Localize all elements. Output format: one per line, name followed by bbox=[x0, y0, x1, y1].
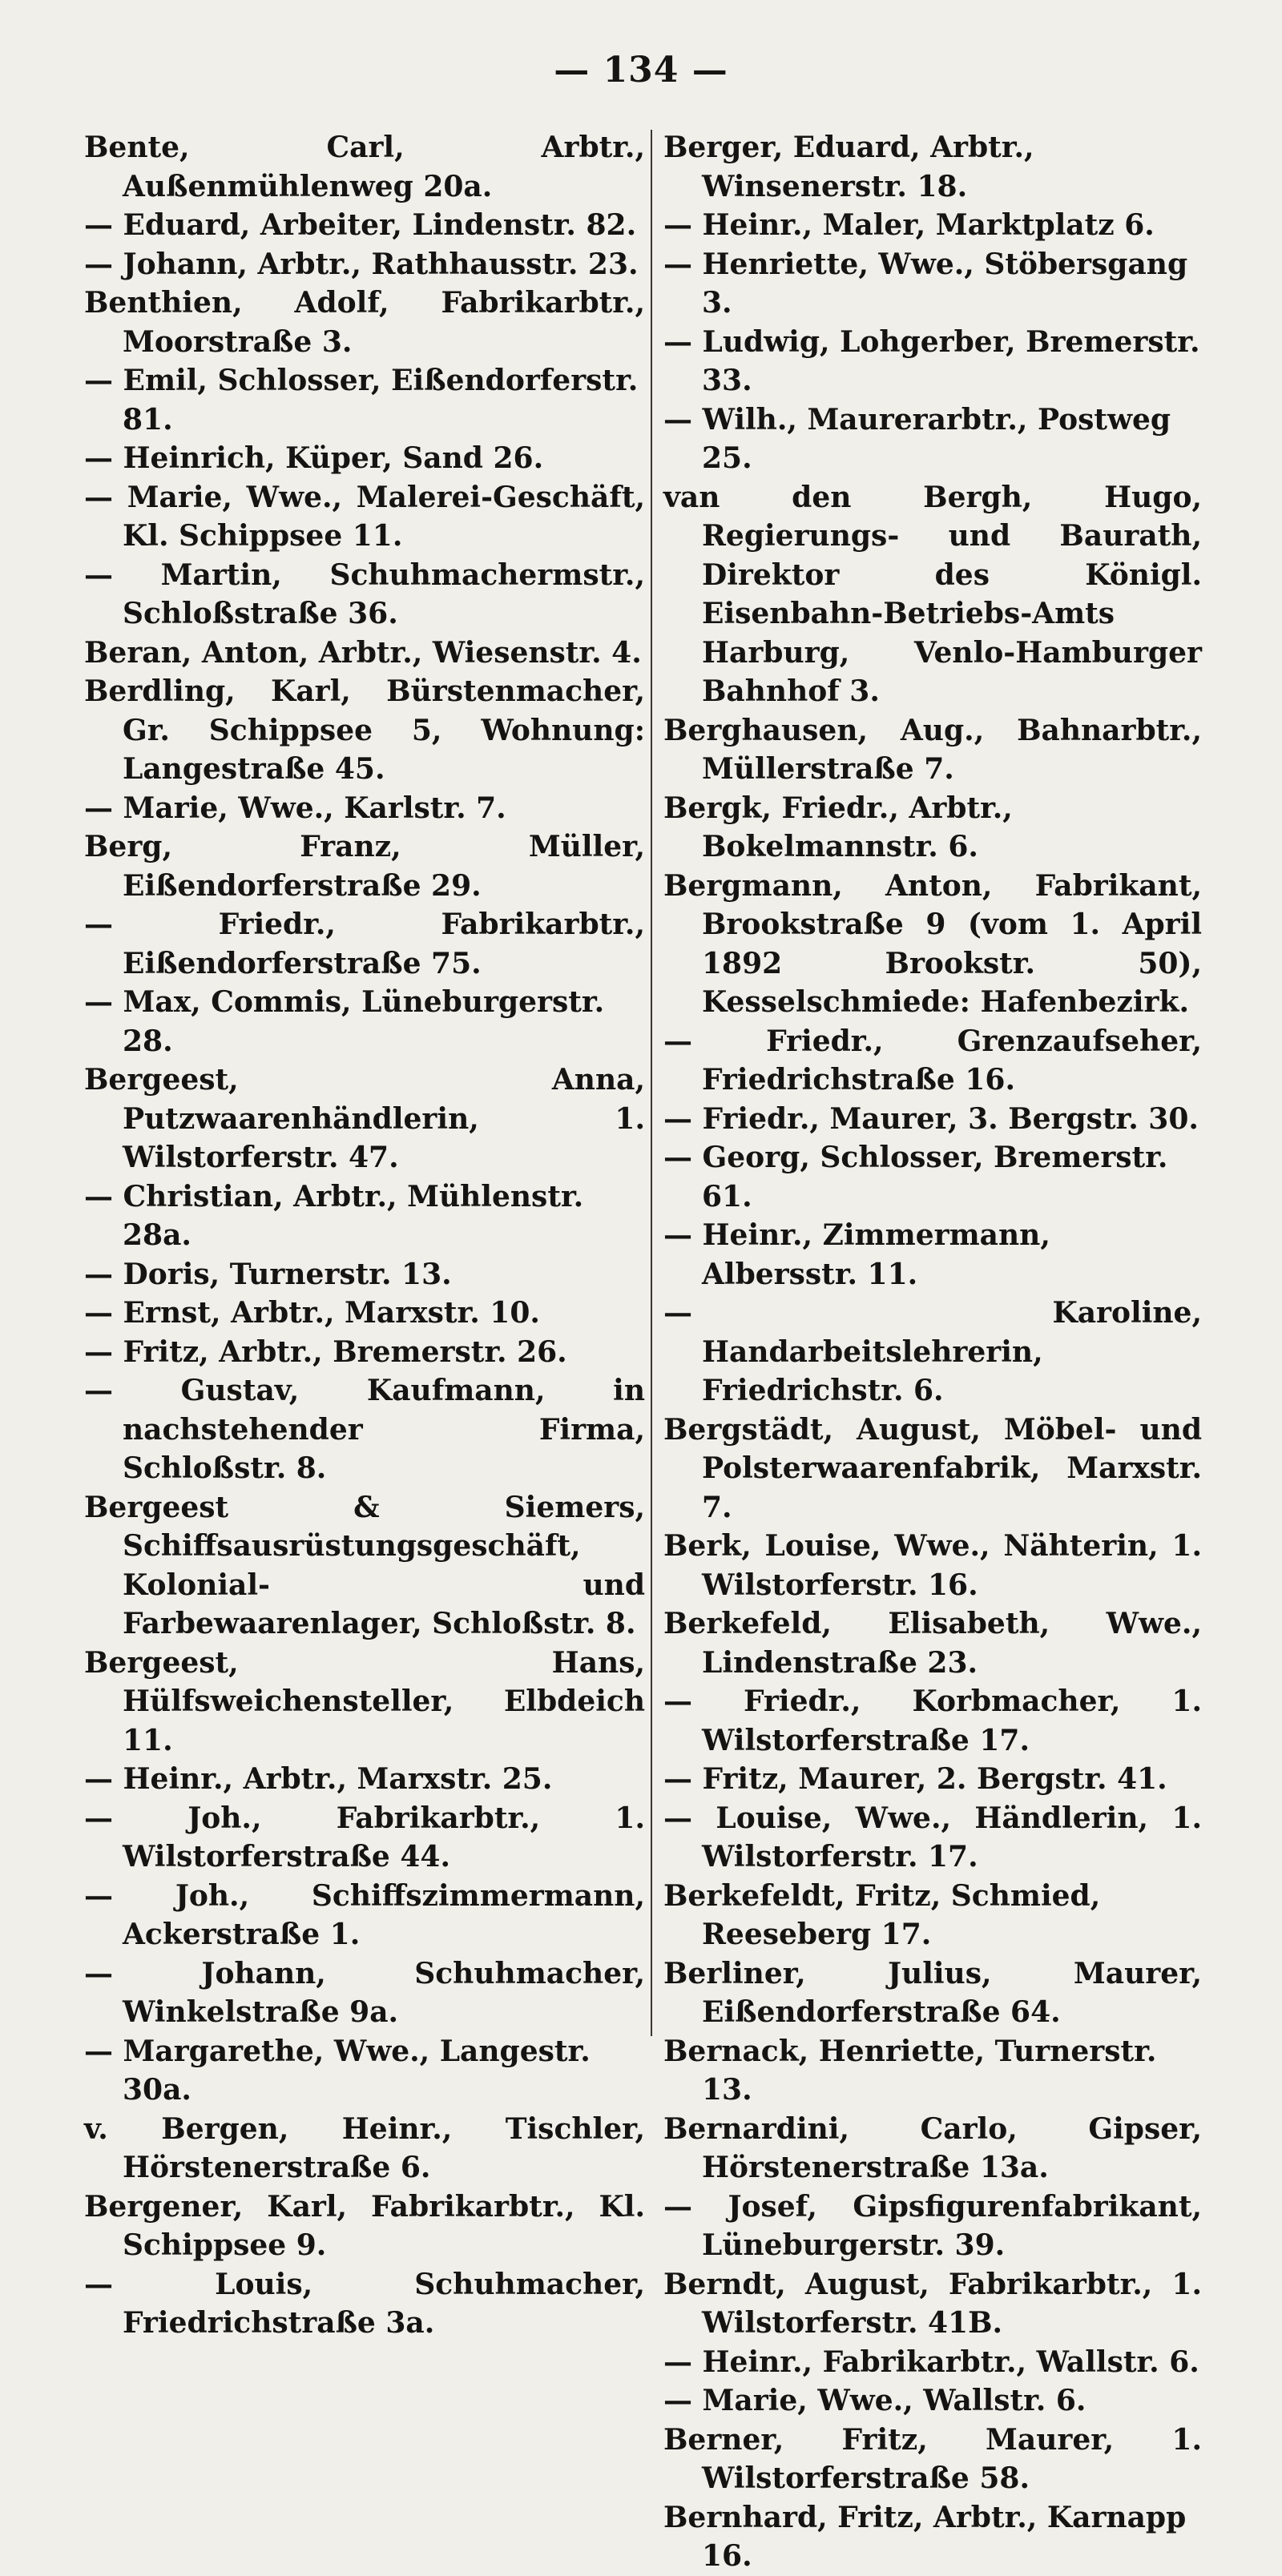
directory-entry: — Heinr., Fabrikarbtr., Wallstr. 6. bbox=[663, 2345, 1199, 2379]
directory-entry: — Wilh., Maurerarbtr., Postweg 25. bbox=[663, 402, 1171, 475]
directory-entry: — Marie, Wwe., Karlstr. 7. bbox=[84, 791, 506, 825]
directory-entry: Bergeest & Siemers, Schiffsausrüstungsgeschäft, Kolonial- und Farbewaarenlager, Schloßstr. 8. bbox=[84, 1490, 645, 1640]
directory-entry: Bernardini, Carlo, Gipser, Hörstenerstraße 13a. bbox=[663, 2111, 1202, 2184]
directory-entry: — Joh., Fabrikarbtr., 1. Wilstorferstraße 44. bbox=[84, 1801, 645, 1874]
directory-entry: — Margarethe, Wwe., Langestr. 30a. bbox=[84, 2034, 591, 2107]
directory-entry: — Heinrich, Küper, Sand 26. bbox=[84, 441, 544, 475]
directory-entry: — Heinr., Maler, Marktplatz 6. bbox=[663, 208, 1155, 242]
directory-entry: — Louise, Wwe., Händlerin, 1. Wilstorferstr. 17. bbox=[663, 1801, 1202, 1874]
directory-entry: Berdling, Karl, Bürstenmacher, Gr. Schippsee 5, Wohnung: Langestraße 45. bbox=[84, 674, 645, 786]
directory-entry: — Heinr., Zimmermann, Albersstr. 11. bbox=[663, 1218, 1050, 1291]
directory-entry: Berk, Louise, Wwe., Nähterin, 1. Wilstorferstr. 16. bbox=[663, 1529, 1202, 1602]
directory-entry: — Ernst, Arbtr., Marxstr. 10. bbox=[84, 1296, 540, 1330]
directory-column-left bbox=[84, 128, 645, 2340]
directory-entry: Berliner, Julius, Maurer, Eißendorferstraße 64. bbox=[663, 1956, 1202, 2029]
directory-entry: — Fritz, Arbtr., Bremerstr. 26. bbox=[84, 1334, 567, 1369]
directory-entry: Bergeest, Hans, Hülfsweichensteller, Elbdeich 11. bbox=[84, 1645, 645, 1757]
directory-entry: Berndt, August, Fabrikarbtr., 1. Wilstorferstr. 41B. bbox=[663, 2267, 1202, 2340]
directory-entry: Bergk, Friedr., Arbtr., Bokelmannstr. 6. bbox=[663, 791, 1013, 863]
directory-entry: — Josef, Gipsfigurenfabrikant, Lüneburgerstr. 39. bbox=[663, 2189, 1202, 2262]
directory-entry: Bergener, Karl, Fabrikarbtr., Kl. Schippsee 9. bbox=[84, 2189, 645, 2262]
directory-entry: v. Bergen, Heinr., Tischler, Hörstenerstraße 6. bbox=[84, 2111, 645, 2184]
directory-entry: — Heinr., Arbtr., Marxstr. 25. bbox=[84, 1762, 553, 1796]
directory-entry: — Friedr., Korbmacher, 1. Wilstorferstraße 17. bbox=[663, 1684, 1202, 1757]
directory-entry: Berkefeldt, Fritz, Schmied, Reeseberg 17. bbox=[663, 1878, 1101, 1951]
directory-column-right bbox=[663, 128, 1202, 2573]
directory-entry: — Louis, Schuhmacher, Friedrichstraße 3a. bbox=[84, 2267, 645, 2340]
directory-entry: Berg, Franz, Müller, Eißendorferstraße 29. bbox=[84, 830, 645, 903]
directory-entry: Benthien, Adolf, Fabrikarbtr., Moorstraße 3. bbox=[84, 286, 645, 359]
directory-entry: van den Bergh, Hugo, Regierungs- und Baurath, Direktor des Königl. Eisenbahn-Betriebs-Amts Harburg, Venlo-Hamburger Bahnhof 3. bbox=[663, 480, 1202, 708]
directory-entry: — Emil, Schlosser, Eißendorferstr. 81. bbox=[84, 364, 639, 437]
directory-entry: — Max, Commis, Lüneburgerstr. 28. bbox=[84, 985, 605, 1058]
directory-entry: — Marie, Wwe., Malerei-Geschäft, Kl. Schippsee 11. bbox=[84, 480, 645, 553]
directory-entry: Bergstädt, August, Möbel- und Polsterwaarenfabrik, Marxstr. 7. bbox=[663, 1412, 1202, 1524]
directory-entry: — Gustav, Kaufmann, in nachstehender Firma, Schloßstr. 8. bbox=[84, 1374, 645, 1485]
directory-entry: — Henriette, Wwe., Stöbersgang 3. bbox=[663, 247, 1188, 320]
directory-entry: Berkefeld, Elisabeth, Wwe., Lindenstraße 23. bbox=[663, 1607, 1202, 1680]
directory-entry: Bergeest, Anna, Putzwaarenhändlerin, 1. Wilstorferstr. 47. bbox=[84, 1063, 645, 1174]
directory-entry: Berger, Eduard, Arbtr., Winsenerstr. 18. bbox=[663, 131, 1034, 203]
directory-entry: — Martin, Schuhmachermstr., Schloßstraße 36. bbox=[84, 557, 645, 630]
directory-entry: — Ludwig, Lohgerber, Bremerstr. 33. bbox=[663, 324, 1200, 397]
directory-entry: — Eduard, Arbeiter, Lindenstr. 82. bbox=[84, 208, 637, 242]
directory-entry: Bernhard, Fritz, Arbtr., Karnapp 16. bbox=[663, 2500, 1187, 2573]
directory-entry: Bente, Carl, Arbtr., Außenmühlenweg 20a. bbox=[84, 131, 645, 203]
directory-entry: — Christian, Arbtr., Mühlenstr. 28a. bbox=[84, 1179, 584, 1252]
directory-entry: Berner, Fritz, Maurer, 1. Wilstorferstraße 58. bbox=[663, 2422, 1202, 2495]
directory-entry: Bernack, Henriette, Turnerstr. 13. bbox=[663, 2034, 1157, 2107]
directory-entry: — Friedr., Fabrikarbtr., Eißendorferstraße 75. bbox=[84, 908, 645, 980]
directory-entry: — Johann, Arbtr., Rathhausstr. 23. bbox=[84, 247, 639, 281]
directory-entry: — Karoline, Handarbeitslehrerin, Friedrichstr. 6. bbox=[663, 1296, 1202, 1407]
page-number: — 134 — bbox=[554, 50, 728, 91]
column-divider bbox=[651, 130, 652, 2036]
directory-entry: — Fritz, Maurer, 2. Bergstr. 41. bbox=[663, 1762, 1167, 1796]
directory-entry: — Johann, Schuhmacher, Winkelstraße 9a. bbox=[84, 1956, 645, 2029]
directory-entry: Bergmann, Anton, Fabrikant, Brookstraße 9 (vom 1. April 1892 Brookstr. 50), Kesselschmiede: Hafenbezirk. bbox=[663, 868, 1202, 1019]
directory-entry: Berghausen, Aug., Bahnarbtr., Müllerstraße 7. bbox=[663, 713, 1202, 786]
directory-entry: — Joh., Schiffszimmermann, Ackerstraße 1. bbox=[84, 1878, 645, 1951]
directory-entry: — Georg, Schlosser, Bremerstr. 61. bbox=[663, 1141, 1168, 1214]
directory-entry: — Doris, Turnerstr. 13. bbox=[84, 1257, 452, 1291]
directory-entry: — Friedr., Grenzaufseher, Friedrichstraße 16. bbox=[663, 1024, 1202, 1097]
directory-entry: Beran, Anton, Arbtr., Wiesenstr. 4. bbox=[84, 635, 642, 670]
directory-entry: — Marie, Wwe., Wallstr. 6. bbox=[663, 2384, 1086, 2417]
directory-entry: — Friedr., Maurer, 3. Bergstr. 30. bbox=[663, 1101, 1199, 1136]
